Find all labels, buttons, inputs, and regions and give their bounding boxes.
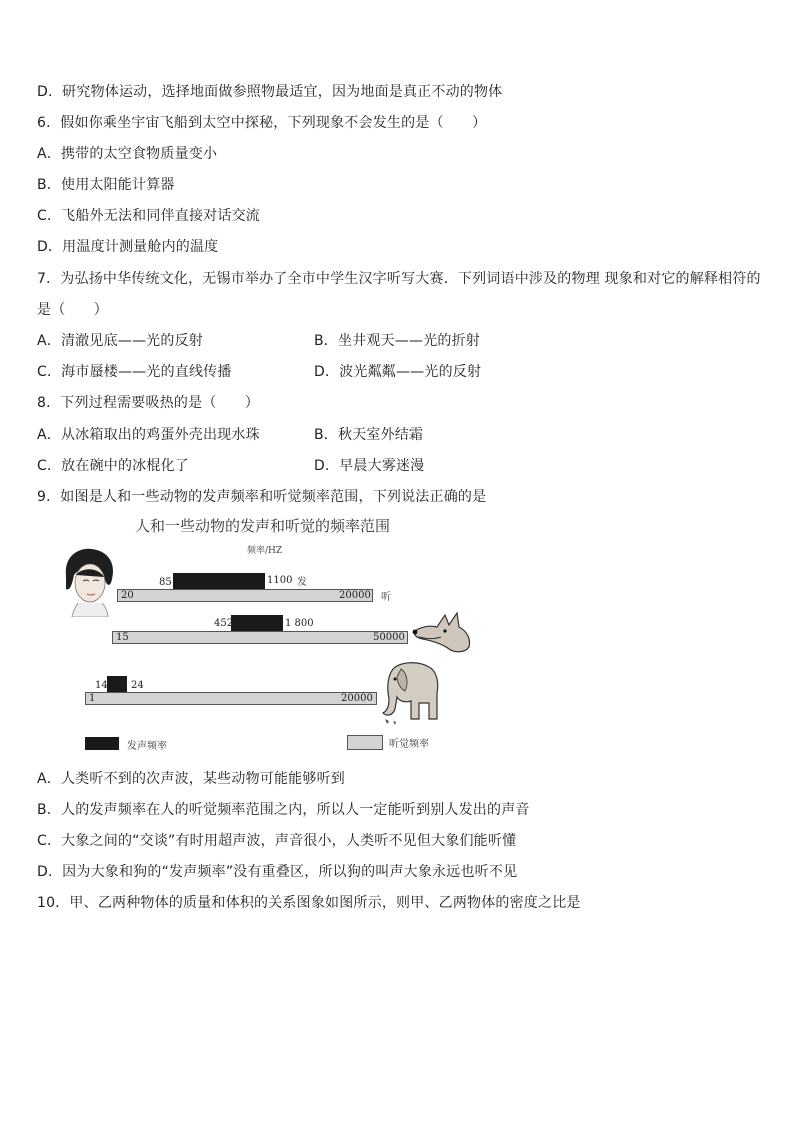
human-emit-min: 85 — [159, 577, 172, 588]
legend-emit-swatch — [85, 737, 119, 750]
elephant-emit-bar — [107, 676, 127, 693]
elephant-hear-max: 20000 — [341, 693, 373, 704]
q9-option-c: C．大象之间的“交谈”有时用超声波，声音很小，人类听不见但大象们能听懂 — [37, 833, 517, 849]
legend-emit-label: 发声频率 — [127, 741, 167, 752]
dog-emit-bar — [231, 615, 283, 632]
human-hear-label: 听 — [381, 592, 391, 603]
human-emit-bar — [173, 573, 265, 590]
dog-hear-bar — [112, 631, 408, 644]
q9-stem: 9．如图是人和一些动物的发声频率和听觉频率范围，下列说法正确的是 — [37, 489, 487, 505]
elephant-image — [375, 659, 443, 725]
legend-hear-label: 听觉频率 — [389, 739, 429, 750]
q9-option-d: D．因为大象和狗的“发声频率”没有重叠区，所以狗的叫声大象永远也听不见 — [37, 864, 518, 880]
q7-option-d: D．波光粼粼——光的反射 — [314, 364, 482, 380]
human-hear-bar — [117, 589, 373, 602]
elephant-emit-min: 14 — [95, 680, 108, 691]
human-emit-max: 1100 — [267, 575, 293, 586]
human-hear-max: 20000 — [339, 590, 371, 601]
q8-option-b: B．秋天室外结霜 — [314, 427, 424, 443]
q5-option-d: D．研究物体运动，选择地面做参照物最适宜，因为地面是真正不动的物体 — [37, 84, 503, 100]
q9-option-b: B．人的发声频率在人的听觉频率范围之内，所以人一定能听到别人发出的声音 — [37, 802, 530, 818]
legend-hear-swatch — [347, 735, 383, 750]
q6-option-c: C．飞船外无法和同伴直接对话交流 — [37, 208, 260, 224]
dog-hear-min: 15 — [116, 632, 129, 643]
q7-stem-line1: 7．为弘扬中华传统文化，无锡市举办了全市中学生汉字听写大赛．下列词语中涉及的物理 现象和对它的解释相符的 — [37, 271, 761, 287]
q8-option-a: A．从冰箱取出的鸡蛋外壳出现水珠 — [37, 427, 260, 443]
q7-option-c: C．海市蜃楼——光的直线传播 — [37, 364, 232, 380]
q9-option-a: A．人类听不到的次声波，某些动物可能能够听到 — [37, 771, 345, 787]
frequency-range-figure — [55, 515, 495, 755]
figure-title: 人和一些动物的发声和听觉的频率范围 — [135, 517, 391, 535]
dog-head-image — [411, 609, 475, 657]
figure-unit-label: 频率/HZ — [247, 546, 283, 556]
elephant-hear-bar — [85, 692, 377, 705]
q10-stem: 10．甲、乙两种物体的质量和体积的关系图象如图所示，则甲、乙两物体的密度之比是 — [37, 895, 581, 911]
human-hear-min: 20 — [121, 590, 134, 601]
q8-option-c: C．放在碗中的冰棍化了 — [37, 458, 189, 474]
elephant-hear-min: 1 — [89, 693, 96, 704]
dog-hear-max: 50000 — [373, 632, 405, 643]
q8-option-d: D．早晨大雾迷漫 — [314, 458, 425, 474]
elephant-emit-max: 24 — [131, 680, 144, 691]
q6-option-a: A．携带的太空食物质量变小 — [37, 146, 218, 162]
human-emit-label: 发 — [297, 577, 307, 588]
q8-stem: 8．下列过程需要吸热的是（ ） — [37, 395, 260, 411]
human-portrait-image — [58, 545, 120, 617]
q6-option-d: D．用温度计测量舱内的温度 — [37, 239, 219, 255]
q7-option-b: B．坐井观天——光的折射 — [314, 333, 481, 349]
q6-stem: 6．假如你乘坐宇宙飞船到太空中探秘，下列现象不会发生的是（ ） — [37, 115, 487, 131]
q6-option-b: B．使用太阳能计算器 — [37, 177, 175, 193]
dog-emit-max: 1 800 — [285, 618, 314, 629]
q7-option-a: A．清澈见底——光的反射 — [37, 333, 203, 349]
dog-emit-min: 452 — [214, 618, 234, 629]
q7-stem-line2: 是（ ） — [37, 302, 108, 318]
